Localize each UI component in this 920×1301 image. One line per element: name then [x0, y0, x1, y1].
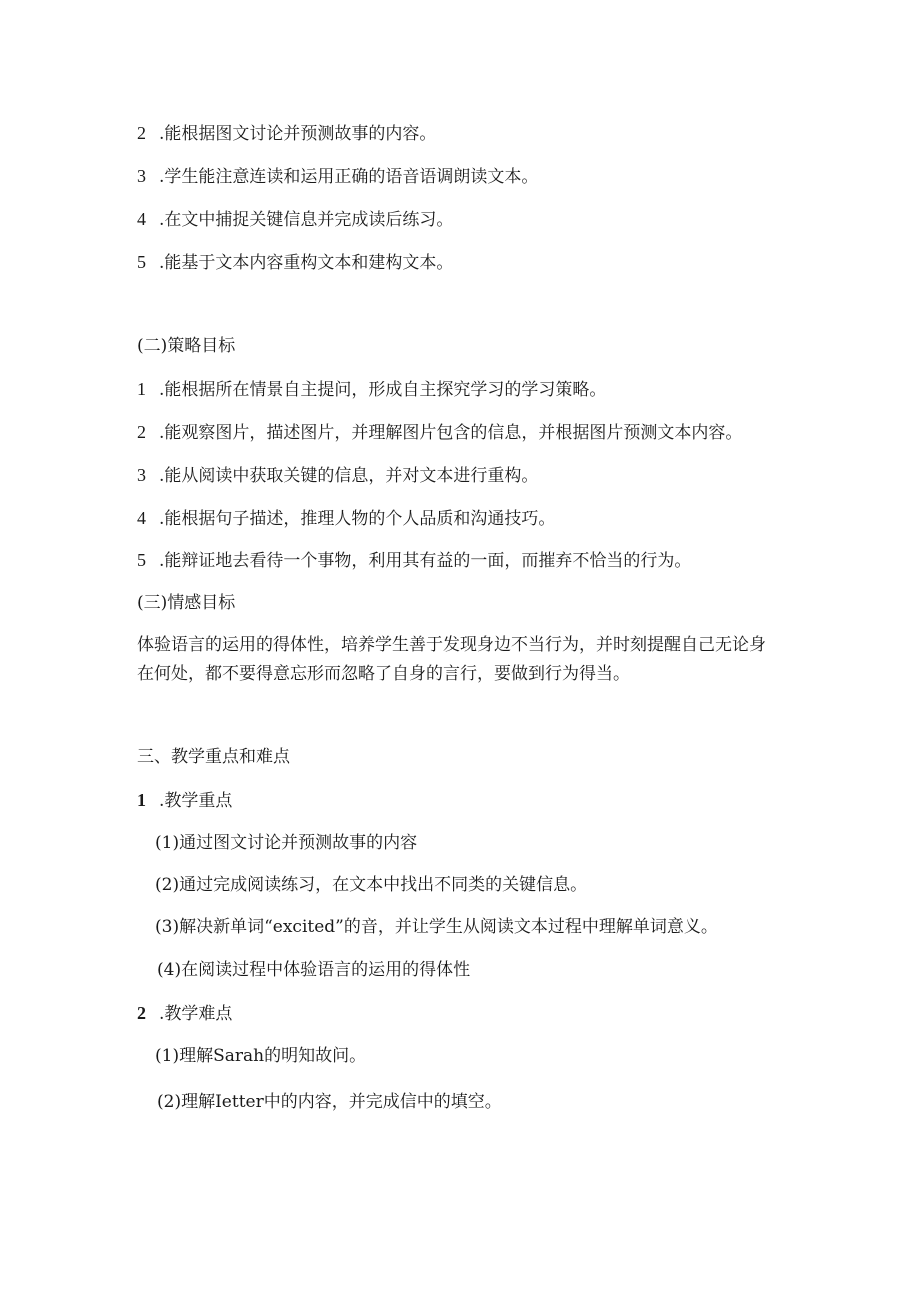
item-number: 5: [137, 252, 146, 272]
list-item: [137, 123, 436, 144]
item-text: .在文中捕捉关键信息并完成读后练习。: [159, 210, 454, 230]
paragraph-line: 体验语言的运用的得体性，培养学生善于发现身边不当行为，并时刻提醒自己无论身: [137, 635, 766, 655]
item-text: .能辩证地去看待一个事物，利用其有益的一面，而摧弃不恰当的行为。: [159, 551, 692, 571]
list-item: (2)通过完成阅读练习，在文本中找出不同类的关键信息。: [155, 875, 588, 895]
item-number: 3: [137, 465, 146, 485]
item-number: 4: [137, 508, 146, 528]
item-text: .教学重点: [159, 791, 233, 811]
list-item: (2)理解Ietter中的内容，并完成信中的填空。: [157, 1092, 502, 1112]
list-item: [137, 550, 691, 571]
item-number: 3: [137, 166, 146, 186]
list-item: [137, 209, 453, 230]
list-item: [137, 379, 606, 400]
section-heading: 三、教学重点和难点: [137, 747, 290, 767]
item-text: .能从阅读中获取关键的信息，并对文本进行重构。: [159, 466, 539, 486]
list-item: (1)理解Sarah的明知故问。: [155, 1046, 367, 1066]
item-text: .能根据图文讨论并预测故事的内容。: [159, 124, 437, 144]
section-heading: (二)策略目标: [137, 336, 236, 356]
subsection-heading: [137, 1003, 232, 1024]
item-number: 1: [137, 790, 146, 810]
item-text: .能根据句子描述，推理人物的个人品质和沟通技巧。: [159, 509, 556, 529]
subsection-heading: [137, 790, 232, 811]
section-heading: (三)情感目标: [137, 593, 236, 613]
list-item: (4)在阅读过程中体验语言的运用的得体性: [157, 960, 471, 980]
list-item: [137, 166, 538, 187]
item-number: 2: [137, 123, 146, 143]
list-item: [137, 252, 453, 273]
list-item: (1)通过图文讨论并预测故事的内容: [155, 833, 418, 853]
item-number: 2: [137, 422, 146, 442]
list-item: [137, 422, 742, 443]
paragraph-line: 在何处，都不要得意忘形而忽略了自身的言行，要做到行为得当。: [137, 664, 630, 684]
item-number: 5: [137, 550, 146, 570]
list-item: [137, 508, 555, 529]
item-number: 4: [137, 209, 146, 229]
item-text: .能基于文本内容重构文本和建构文本。: [159, 253, 454, 273]
item-text: .学生能注意连读和运用正确的语音语调朗读文本。: [159, 167, 539, 187]
item-text: .能观察图片，描述图片，并理解图片包含的信息，并根据图片预测文本内容。: [159, 423, 743, 443]
list-item: (3)解决新单词“excited”的音，并让学生从阅读文本过程中理解单词意义。: [155, 917, 718, 937]
item-number: 2: [137, 1003, 146, 1023]
item-text: .能根据所在情景自主提问，形成自主探究学习的学习策略。: [159, 380, 607, 400]
item-number: 1: [137, 379, 146, 399]
list-item: [137, 465, 538, 486]
item-text: .教学难点: [159, 1004, 233, 1024]
